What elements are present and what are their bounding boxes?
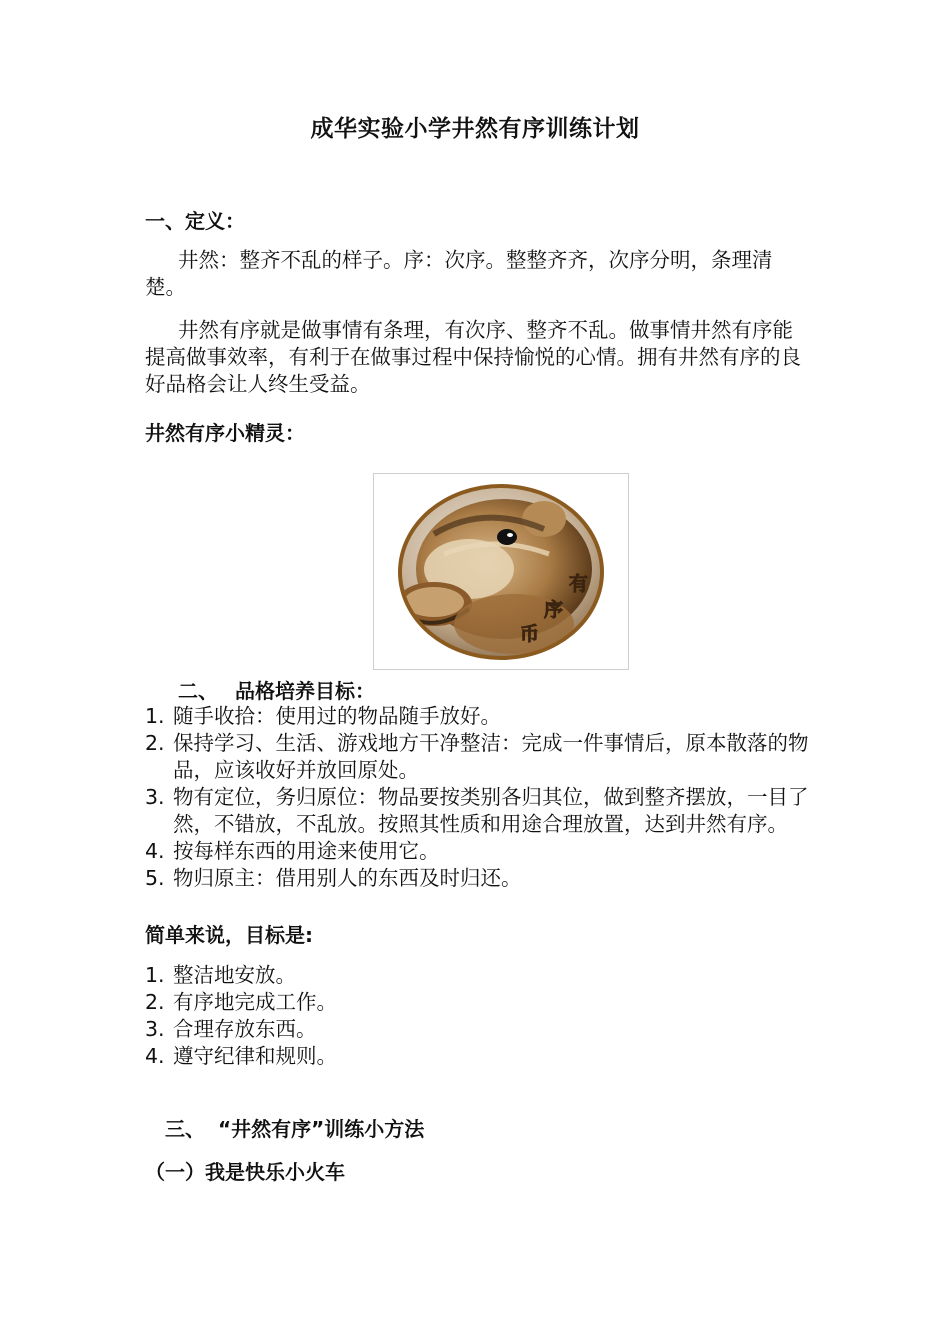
mascot-image bbox=[373, 473, 629, 670]
list-item-text: 按每样东西的用途来使用它。 bbox=[173, 839, 440, 863]
list-item-number: 3. bbox=[145, 785, 165, 809]
list-item-text: 随手收拾：使用过的物品随手放好。 bbox=[173, 704, 501, 728]
list-item-number: 5. bbox=[145, 866, 165, 890]
definition-paragraph-1: 井然：整齐不乱的样子。序：次序。整整齐齐，次序分明，条理清楚。 bbox=[145, 248, 773, 299]
list-item bbox=[145, 865, 810, 892]
list-item bbox=[145, 1016, 810, 1043]
mascot-heading: 井然有序小精灵： bbox=[145, 421, 305, 445]
mascot-label-3: 币 bbox=[520, 623, 540, 645]
list-item-text: 物归原主：借用别人的东西及时归还。 bbox=[173, 866, 522, 890]
list-item-number: 4. bbox=[145, 1044, 165, 1068]
mascot-label-1: 有 bbox=[569, 573, 589, 595]
list-item-text: 遵守纪律和规则。 bbox=[173, 1044, 337, 1068]
list-item-number: 2. bbox=[145, 731, 165, 755]
list-item bbox=[145, 784, 810, 838]
section-2-heading: 品格培养目标： bbox=[235, 679, 375, 703]
list-item bbox=[145, 838, 810, 865]
section-1-heading: 一、定义： bbox=[145, 209, 245, 233]
list-item-text: 保持学习、生活、游戏地方干净整洁：完成一件事情后，原本散落的物品，应该收好并放回原处。 bbox=[173, 731, 809, 782]
definition-paragraph-2: 井然有序就是做事情有条理，有次序、整齐不乱。做事情井然有序能提高做事效率，有利于在做事过程中保持愉悦的心情。拥有井然有序的良好品格会让人终生受益。 bbox=[145, 318, 801, 396]
list-item bbox=[145, 1043, 810, 1070]
summary-heading: 简单来说，目标是: bbox=[145, 923, 313, 947]
list-item-text: 物有定位，务归原位：物品要按类别各归其位，做到整齐摆放，一目了然，不错放，不乱放。按照其性质和用途合理放置，达到井然有序。 bbox=[173, 785, 809, 836]
list-item-text: 整洁地安放。 bbox=[173, 963, 296, 987]
list-item-text: 有序地完成工作。 bbox=[173, 990, 337, 1014]
list-item-number: 1. bbox=[145, 963, 165, 987]
section-3-heading: “井然有序”训练小方法 bbox=[218, 1117, 425, 1141]
list-item-number: 1. bbox=[145, 704, 165, 728]
chipmunk-illustration bbox=[374, 474, 628, 669]
list-item bbox=[145, 989, 810, 1016]
list-item-number: 4. bbox=[145, 839, 165, 863]
summary-list bbox=[145, 962, 810, 1070]
section-3-sub-heading: （一）我是快乐小火车 bbox=[145, 1160, 345, 1184]
section-3-heading-number: 三、 bbox=[165, 1117, 205, 1141]
list-item-text: 合理存放东西。 bbox=[173, 1017, 317, 1041]
page-title: 成华实验小学井然有序训练计划 bbox=[310, 116, 640, 142]
goals-list bbox=[145, 703, 810, 892]
list-item bbox=[145, 703, 810, 730]
list-item bbox=[145, 730, 810, 784]
section-2-heading-number: 二、 bbox=[178, 679, 218, 703]
list-item-number: 2. bbox=[145, 990, 165, 1014]
list-item bbox=[145, 962, 810, 989]
mascot-label-2: 序 bbox=[544, 599, 564, 621]
list-item-number: 3. bbox=[145, 1017, 165, 1041]
